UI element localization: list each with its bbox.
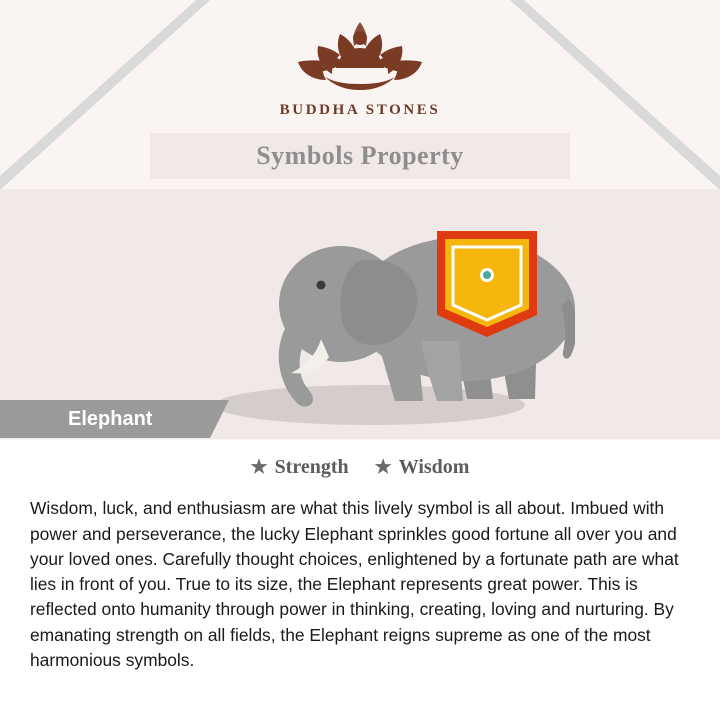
description-panel	[0, 440, 720, 720]
brand-header	[0, 0, 720, 119]
keyword-strength-label: Strength	[274, 456, 349, 478]
title-bar	[150, 133, 570, 179]
lotus-meditation-icon	[0, 18, 720, 100]
page-title: Symbols Property	[256, 141, 464, 170]
symbol-label-text: Elephant	[68, 407, 153, 430]
star-icon: ★	[374, 457, 392, 478]
symbol-label-tab	[0, 400, 210, 438]
keyword-wisdom	[375, 456, 470, 479]
keyword-list	[30, 456, 690, 479]
keyword-wisdom-label: Wisdom	[398, 456, 470, 478]
description-text: Wisdom, luck, and enthusiasm are what this lively symbol is all about. Imbued with power and perseverance, the lucky Elephant sprinkles good fortune all over you and your loved ones. Carefully thought choices, enlightened by a fortunate path are what lies in front of you. True to its size, the Elephant represents great power. This is reflected onto humanity through power in thinking, creating, loving and nurturing. By emanating strength on all fields, the Elephant reigns supreme as one of the most harmonious symbols.	[30, 498, 679, 670]
star-icon: ★	[250, 457, 268, 478]
keyword-strength	[251, 456, 349, 479]
brand-name: BUDDHA STONES	[279, 102, 441, 118]
